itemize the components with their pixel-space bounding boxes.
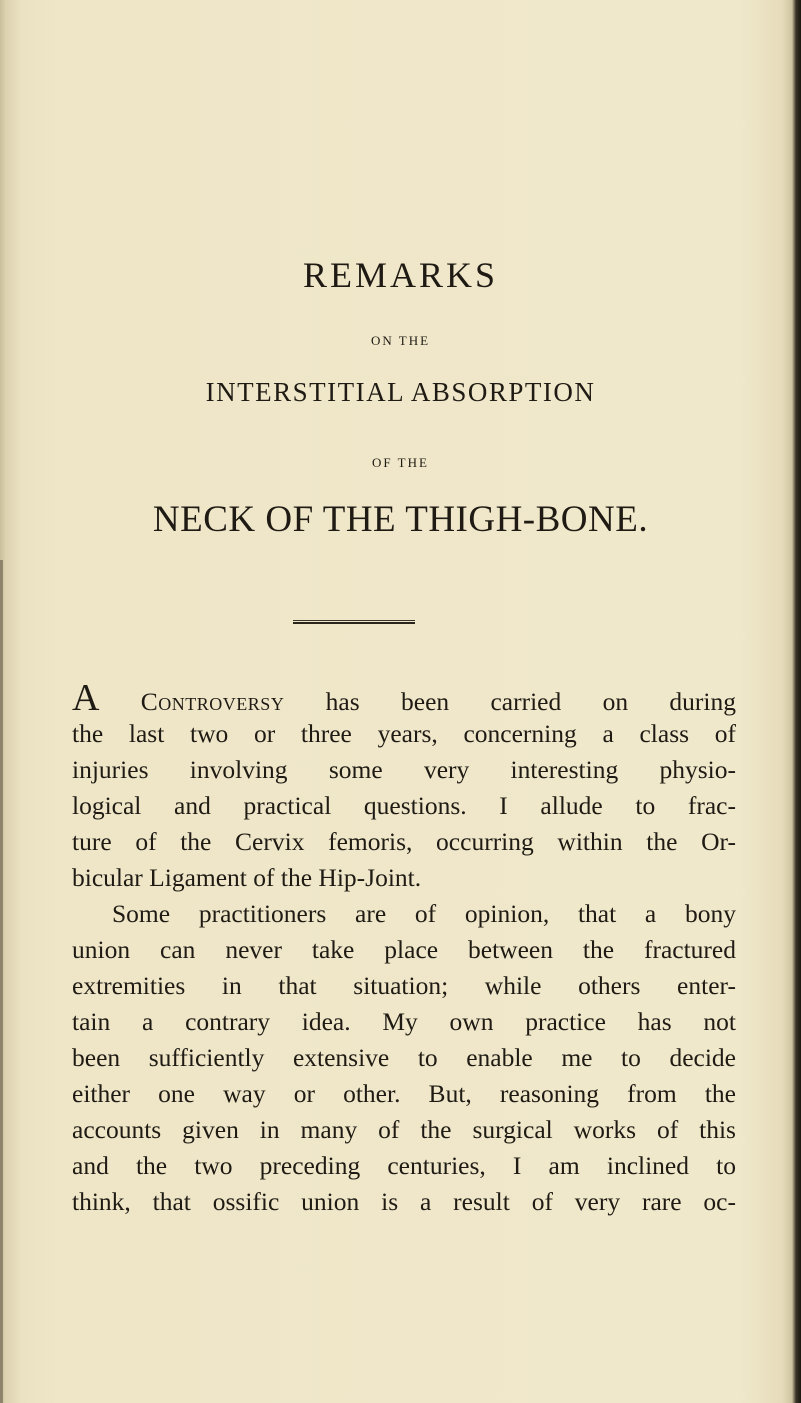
text-line: bicular Ligament of the Hip-Joint. (72, 863, 422, 892)
text-line (72, 677, 736, 719)
text-line: either one way or other. But, reasoning from the (72, 1079, 736, 1108)
line-text: has been carried on during (284, 687, 736, 716)
text-line: union can never take place between the fractured (72, 935, 736, 964)
text-line: injuries involving some very interesting physio- (72, 755, 736, 784)
title-on-the: ON THE (370, 333, 431, 348)
title-subject: INTERSTITIAL ABSORPTION (205, 377, 596, 407)
body-paragraphs (72, 677, 736, 1220)
text-line: accounts given in many of the surgical works of this (72, 1115, 736, 1144)
text-line: logical and practical questions. I allude to frac- (72, 791, 736, 820)
text-line: been sufficiently extensive to enable me to decide (72, 1043, 736, 1072)
title-remarks: REMARKS (302, 255, 499, 295)
text-line: ture of the Cervix femoris, occurring within the Or- (72, 827, 736, 856)
text-line: think, that ossific union is a result of very rare oc- (72, 1187, 736, 1216)
title-of-the: OF THE (372, 455, 429, 470)
text-line: and the two preceding centuries, I am inclined to (72, 1151, 736, 1180)
section-rule (293, 620, 415, 624)
initial-letter: A (72, 677, 100, 719)
title-object: NECK OF THE THIGH-BONE. (152, 499, 649, 540)
text-line: the last two or three years, concerning a class of (72, 719, 736, 748)
opening-word: Controversy (140, 687, 285, 716)
page-edge-shadow (0, 560, 3, 1403)
text-line: tain a contrary idea. My own practice has not (72, 1007, 736, 1036)
text-line: extremities in that situation; while others enter- (72, 971, 736, 1000)
text-line: Some practitioners are of opinion, that a bony (112, 899, 736, 928)
